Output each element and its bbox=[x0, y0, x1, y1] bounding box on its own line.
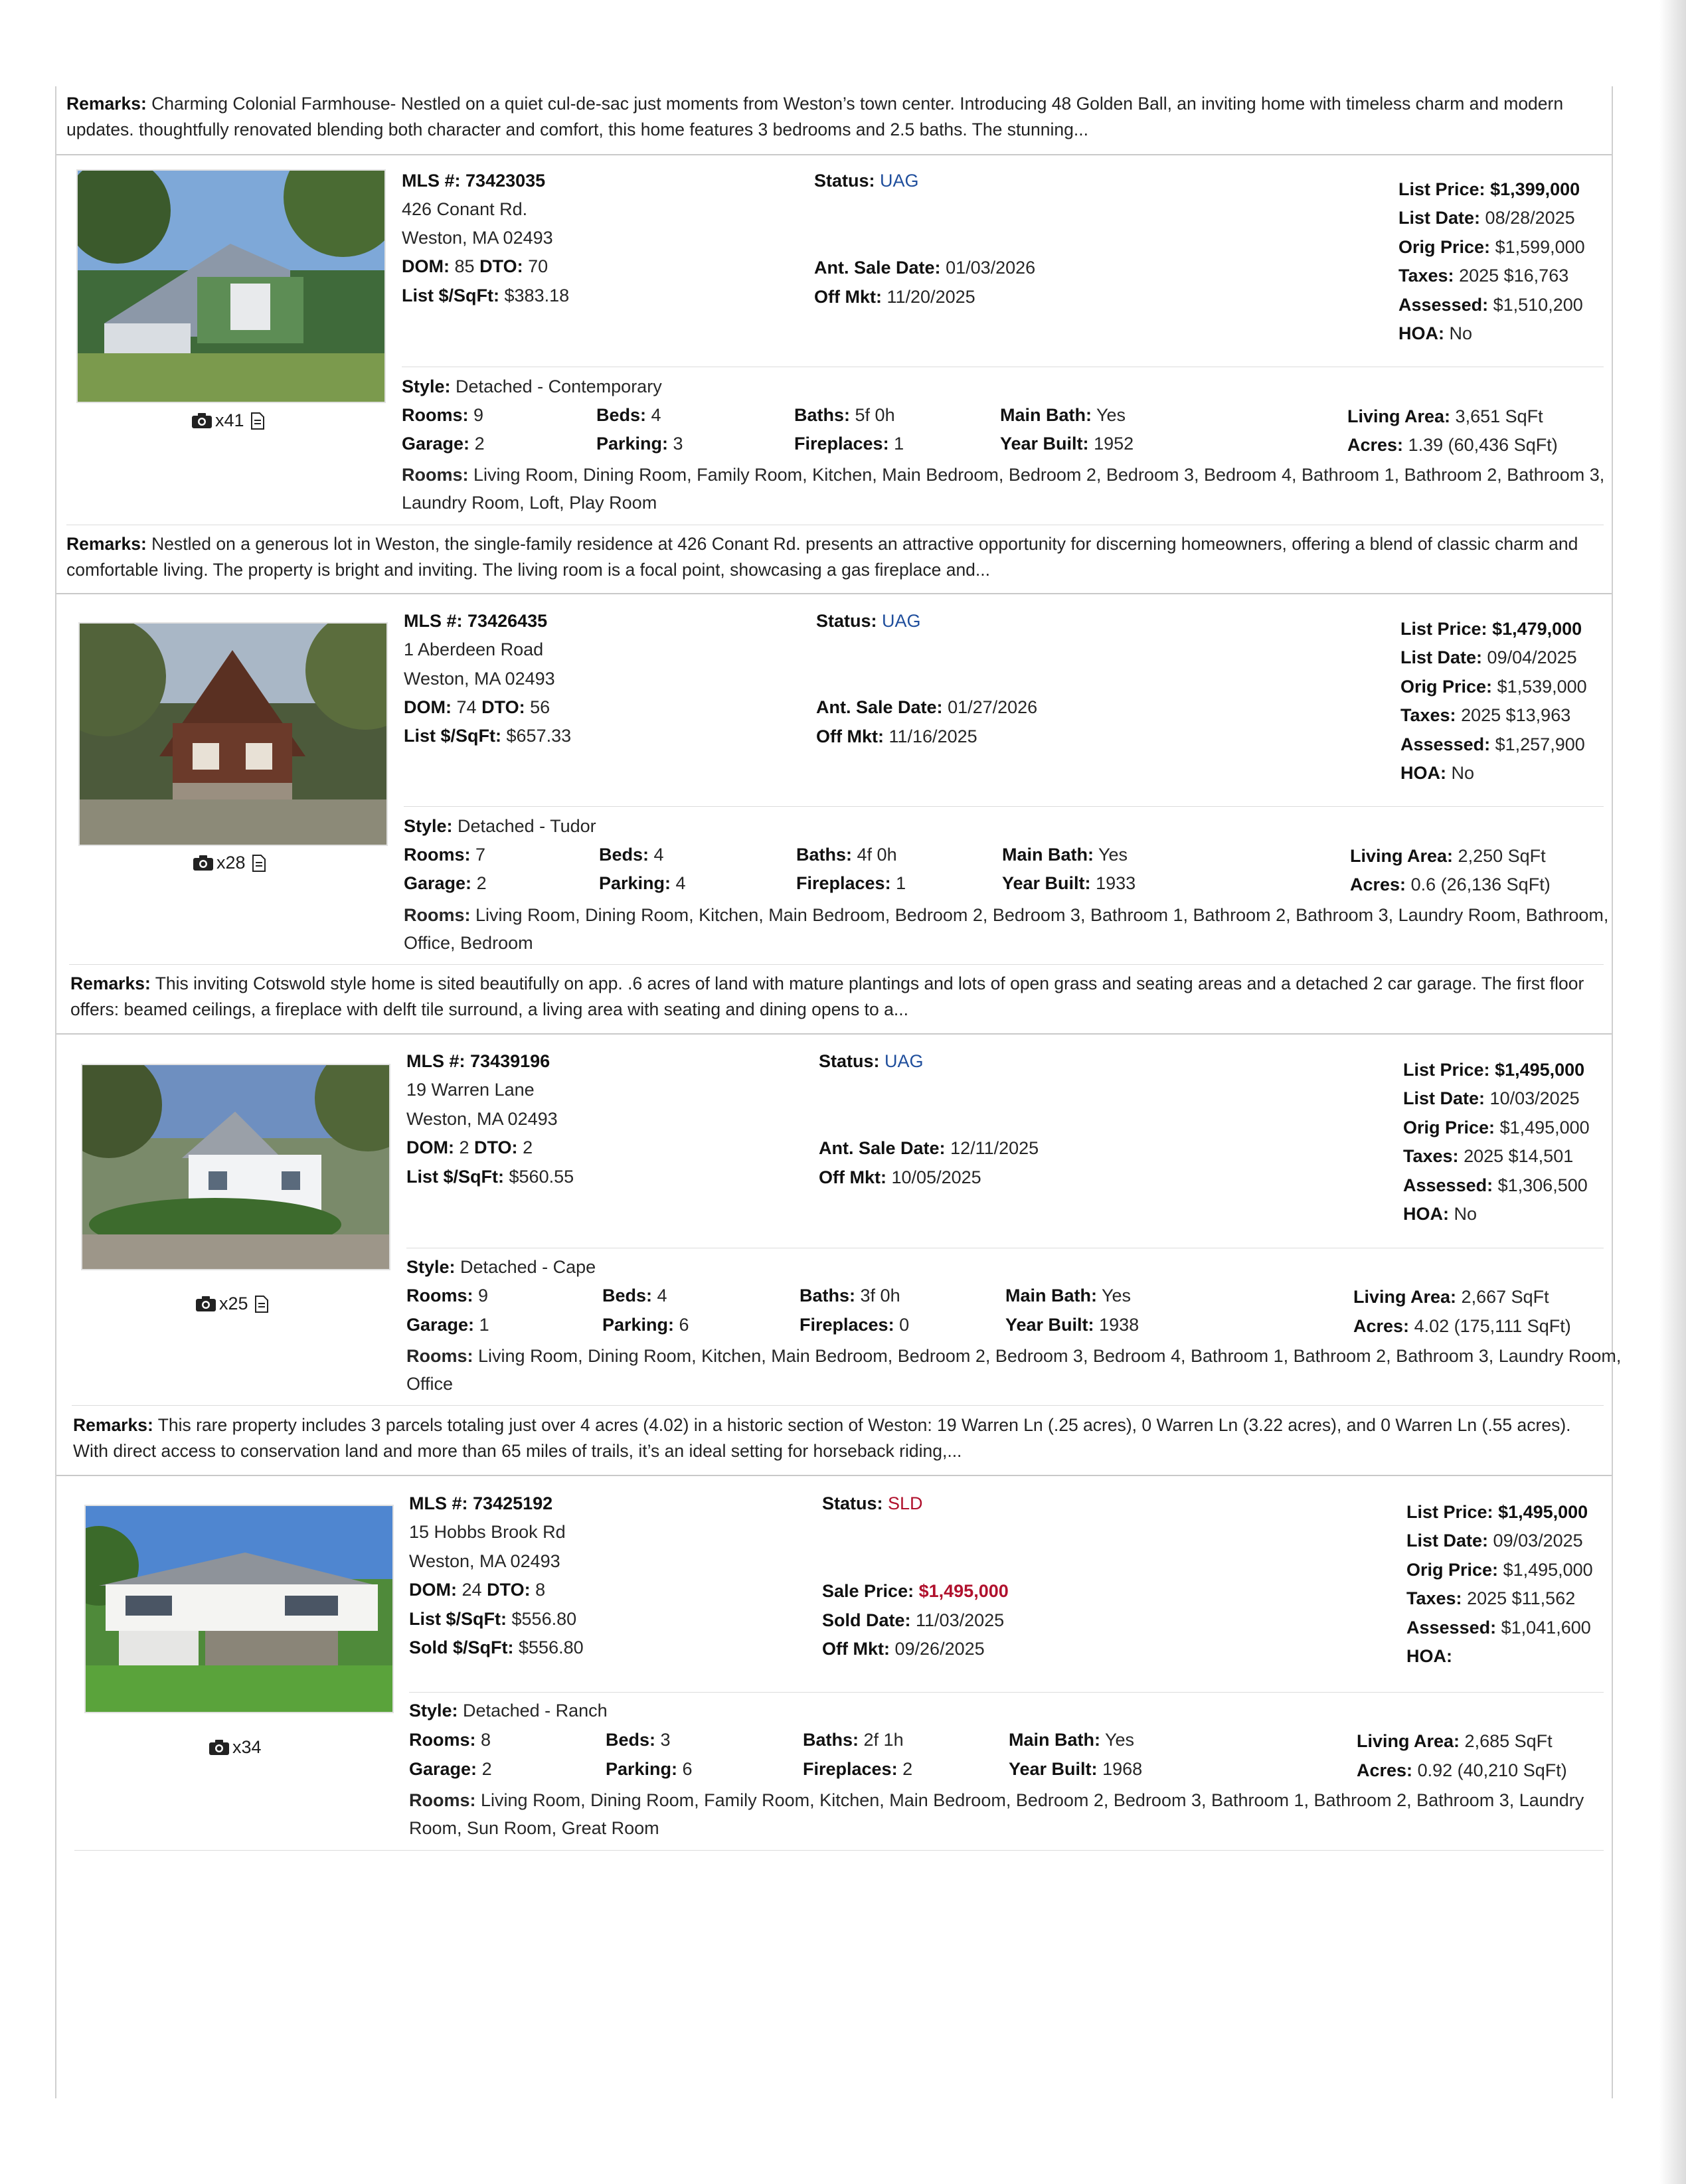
address: 426 Conant Rd. bbox=[402, 199, 528, 219]
photo-count-badge[interactable] bbox=[195, 1294, 268, 1314]
list-price-per-sqft: List $/SqFt: $383.18 bbox=[402, 286, 570, 305]
fireplaces: Fireplaces: 2 bbox=[803, 1759, 913, 1779]
rooms-list: Rooms: Living Room, Dining Room, Family Room, Kitchen, Main Bedroom, Bedroom 2, Bedroom 3, Bedroom 4, Bathroom 1, Bathroom 2, Bathroom 3, Laundry Room, Loft, Play Room bbox=[402, 465, 1605, 513]
listing-remarks: Remarks: Nestled on a generous lot in Weston, the single-family residence at 426 Conant Rd. presents an attractive opportunity for discerning homeowners, offering a blend of classic charm and comfortable living. The property is bright and inviting. The living room is a focal point, showcasing a gas fireplace and... bbox=[66, 534, 1578, 580]
photo-count: x25 bbox=[219, 1294, 248, 1313]
list-date: List Date: 10/03/2025 bbox=[1403, 1088, 1580, 1108]
living-area: Living Area: 3,651 SqFt bbox=[1347, 406, 1543, 426]
listing-photo[interactable] bbox=[78, 622, 388, 846]
garage: Garage: 2 bbox=[404, 873, 487, 893]
mls-number: MLS #: 73426435 bbox=[404, 611, 548, 631]
separator bbox=[56, 1475, 1612, 1476]
assessed: Assessed: $1,510,200 bbox=[1398, 295, 1583, 315]
orig-price: Orig Price: $1,599,000 bbox=[1398, 237, 1585, 257]
camera-icon bbox=[193, 855, 214, 871]
hoa: HOA: bbox=[1406, 1646, 1452, 1666]
rooms-list: Rooms: Living Room, Dining Room, Kitchen, Main Bedroom, Bedroom 2, Bedroom 3, Bathroom 1, Bathroom 2, Bathroom 3, Laundry Room, Bathroom, Office, Bedroom bbox=[404, 905, 1609, 953]
off-market-date: Off Mkt: 11/16/2025 bbox=[816, 726, 977, 746]
fireplaces: Fireplaces: 1 bbox=[794, 434, 904, 454]
year-built: Year Built: 1952 bbox=[1000, 434, 1134, 454]
style: Style: Detached - Cape bbox=[406, 1257, 596, 1277]
dom-dto: DOM: 2 DTO: 2 bbox=[406, 1137, 533, 1157]
camera-icon bbox=[191, 412, 212, 429]
baths: Baths: 4f 0h bbox=[796, 845, 897, 865]
beds: Beds: 4 bbox=[602, 1286, 667, 1305]
city: Weston, MA 02493 bbox=[404, 669, 555, 689]
hoa: HOA: No bbox=[1403, 1204, 1477, 1224]
living-area: Living Area: 2,685 SqFt bbox=[1357, 1731, 1553, 1751]
city: Weston, MA 02493 bbox=[406, 1109, 558, 1129]
assessed: Assessed: $1,041,600 bbox=[1406, 1618, 1591, 1638]
dom-dto: DOM: 24 DTO: 8 bbox=[409, 1580, 546, 1600]
separator bbox=[56, 154, 1612, 155]
photo-count-badge[interactable] bbox=[191, 410, 264, 431]
dom-dto: DOM: 85 DTO: 70 bbox=[402, 256, 548, 276]
photo-count: x34 bbox=[232, 1737, 262, 1757]
living-area: Living Area: 2,250 SqFt bbox=[1350, 846, 1546, 866]
camera-icon bbox=[195, 1296, 216, 1312]
divider bbox=[404, 806, 1604, 807]
dom-dto: DOM: 74 DTO: 56 bbox=[404, 697, 550, 717]
separator bbox=[56, 1033, 1612, 1035]
fireplaces: Fireplaces: 1 bbox=[796, 873, 906, 893]
taxes: Taxes: 2025 $11,562 bbox=[1406, 1588, 1576, 1608]
hoa: HOA: No bbox=[1400, 763, 1475, 783]
status: Status: SLD bbox=[822, 1493, 923, 1513]
main-bath: Main Bath: Yes bbox=[1005, 1286, 1132, 1305]
divider bbox=[409, 1692, 1604, 1693]
photo-count-badge[interactable] bbox=[193, 853, 266, 873]
off-market-date: Off Mkt: 11/20/2025 bbox=[814, 287, 975, 307]
document-icon[interactable] bbox=[251, 412, 264, 430]
taxes: Taxes: 2025 $13,963 bbox=[1400, 705, 1571, 725]
off-market-date: Off Mkt: 09/26/2025 bbox=[822, 1639, 985, 1659]
list-price-per-sqft: List $/SqFt: $560.55 bbox=[406, 1167, 574, 1187]
main-bath: Main Bath: Yes bbox=[1002, 845, 1128, 865]
top-remarks: Remarks: Charming Colonial Farmhouse- Nestled on a quiet cul-de-sac just moments from Weston’s town center. Introducing 48 Golden Ball, an inviting home with timeless charm and modern updates. thoughtfully renovated blending both character and comfort, this home features 3 bedrooms and 2.5 baths. The stunning... bbox=[66, 94, 1564, 139]
ant-sale-date: Ant. Sale Date: 01/03/2026 bbox=[814, 258, 1036, 278]
document-icon[interactable] bbox=[252, 855, 266, 872]
style: Style: Detached - Tudor bbox=[404, 816, 596, 836]
style: Style: Detached - Contemporary bbox=[402, 377, 662, 396]
hoa: HOA: No bbox=[1398, 323, 1473, 343]
parking: Parking: 4 bbox=[599, 873, 686, 893]
photo-count: x41 bbox=[215, 410, 244, 430]
sale-price: Sale Price: $1,495,000 bbox=[822, 1581, 1009, 1601]
orig-price: Orig Price: $1,495,000 bbox=[1403, 1118, 1590, 1137]
garage: Garage: 1 bbox=[406, 1315, 489, 1335]
rooms-count: Rooms: 9 bbox=[402, 405, 484, 425]
taxes: Taxes: 2025 $14,501 bbox=[1403, 1146, 1574, 1166]
beds: Beds: 3 bbox=[606, 1730, 671, 1750]
sold-price-per-sqft: Sold $/SqFt: $556.80 bbox=[409, 1638, 584, 1657]
off-market-date: Off Mkt: 10/05/2025 bbox=[819, 1167, 981, 1187]
ant-sale-date: Ant. Sale Date: 01/27/2026 bbox=[816, 697, 1038, 717]
rooms-count: Rooms: 7 bbox=[404, 845, 486, 865]
status: Status: UAG bbox=[816, 611, 921, 631]
main-bath: Main Bath: Yes bbox=[1000, 405, 1126, 425]
orig-price: Orig Price: $1,495,000 bbox=[1406, 1560, 1593, 1580]
listing-photo[interactable] bbox=[81, 1064, 390, 1270]
taxes: Taxes: 2025 $16,763 bbox=[1398, 266, 1569, 286]
divider bbox=[69, 964, 1604, 965]
address: 1 Aberdeen Road bbox=[404, 639, 544, 659]
rooms-list: Rooms: Living Room, Dining Room, Kitchen, Main Bedroom, Bedroom 2, Bedroom 3, Bedroom 4, Bathroom 1, Bathroom 2, Bathroom 3, Laundry Room, Office bbox=[406, 1346, 1622, 1394]
status: Status: UAG bbox=[814, 171, 919, 191]
list-price-per-sqft: List $/SqFt: $657.33 bbox=[404, 726, 572, 746]
acres: Acres: 1.39 (60,436 SqFt) bbox=[1347, 435, 1558, 455]
rooms-list: Rooms: Living Room, Dining Room, Family Room, Kitchen, Main Bedroom, Bedroom 2, Bedroom 3, Bathroom 1, Bathroom 2, Bathroom 3, Laundry Room, Sun Room, Great Room bbox=[409, 1790, 1584, 1838]
garage: Garage: 2 bbox=[409, 1759, 492, 1779]
camera-icon bbox=[209, 1739, 230, 1756]
acres: Acres: 0.6 (26,136 SqFt) bbox=[1350, 875, 1551, 894]
year-built: Year Built: 1938 bbox=[1005, 1315, 1139, 1335]
baths: Baths: 3f 0h bbox=[800, 1286, 900, 1305]
list-price: List Price: $1,495,000 bbox=[1406, 1502, 1588, 1522]
parking: Parking: 3 bbox=[596, 434, 683, 454]
listing-remarks: Remarks: This inviting Cotswold style home is sited beautifully on app. .6 acres of land with mature plantings and lots of open grass and seating areas and a detached 2 car garage. The first floor offers: beamed ceilings, a fireplace with delft tile surround, a living area with seating and dining opens to a... bbox=[70, 973, 1584, 1019]
acres: Acres: 4.02 (175,111 SqFt) bbox=[1353, 1316, 1571, 1336]
list-date: List Date: 09/03/2025 bbox=[1406, 1531, 1583, 1551]
baths: Baths: 2f 1h bbox=[803, 1730, 904, 1750]
address: 19 Warren Lane bbox=[406, 1080, 535, 1100]
divider bbox=[72, 1405, 1604, 1406]
list-price: List Price: $1,479,000 bbox=[1400, 619, 1582, 639]
acres: Acres: 0.92 (40,210 SqFt) bbox=[1357, 1760, 1567, 1780]
separator bbox=[56, 593, 1612, 594]
ant-sale-date: Ant. Sale Date: 12/11/2025 bbox=[819, 1138, 1039, 1158]
parking: Parking: 6 bbox=[602, 1315, 689, 1335]
baths: Baths: 5f 0h bbox=[794, 405, 895, 425]
rooms-count: Rooms: 9 bbox=[406, 1286, 489, 1305]
divider bbox=[74, 1850, 1604, 1851]
list-date: List Date: 09/04/2025 bbox=[1400, 647, 1577, 667]
listing-photo[interactable] bbox=[76, 169, 386, 403]
mls-number: MLS #: 73439196 bbox=[406, 1051, 550, 1071]
list-date: List Date: 08/28/2025 bbox=[1398, 208, 1575, 228]
page-edge-shadow bbox=[1659, 0, 1686, 2184]
rooms-count: Rooms: 8 bbox=[409, 1730, 491, 1750]
garage: Garage: 2 bbox=[402, 434, 485, 454]
city: Weston, MA 02493 bbox=[409, 1551, 560, 1571]
beds: Beds: 4 bbox=[599, 845, 664, 865]
sold-date: Sold Date: 11/03/2025 bbox=[822, 1610, 1005, 1630]
listing-remarks: Remarks: This rare property includes 3 parcels totaling just over 4 acres (4.02) in a historic section of Weston: 19 Warren Ln (.25 acres), 0 Warren Ln (3.22 acres), and 0 Warren Ln (.55 acres). With direct access to conservation land and more than 65 miles of trails, it’s an ideal setting for horseback riding,... bbox=[73, 1415, 1571, 1461]
list-price: List Price: $1,399,000 bbox=[1398, 179, 1580, 199]
photo-count-badge[interactable] bbox=[209, 1737, 262, 1758]
photo-count: x28 bbox=[216, 853, 246, 873]
list-price-per-sqft: List $/SqFt: $556.80 bbox=[409, 1609, 577, 1629]
listing-photo[interactable] bbox=[84, 1505, 394, 1713]
mls-number: MLS #: 73425192 bbox=[409, 1493, 553, 1513]
assessed: Assessed: $1,257,900 bbox=[1400, 734, 1585, 754]
orig-price: Orig Price: $1,539,000 bbox=[1400, 677, 1587, 697]
address: 15 Hobbs Brook Rd bbox=[409, 1522, 566, 1542]
assessed: Assessed: $1,306,500 bbox=[1403, 1175, 1588, 1195]
year-built: Year Built: 1933 bbox=[1002, 873, 1136, 893]
city: Weston, MA 02493 bbox=[402, 228, 553, 248]
beds: Beds: 4 bbox=[596, 405, 661, 425]
parking: Parking: 6 bbox=[606, 1759, 693, 1779]
living-area: Living Area: 2,667 SqFt bbox=[1353, 1287, 1549, 1307]
style: Style: Detached - Ranch bbox=[409, 1701, 608, 1721]
fireplaces: Fireplaces: 0 bbox=[800, 1315, 910, 1335]
list-price: List Price: $1,495,000 bbox=[1403, 1060, 1585, 1080]
document-icon[interactable] bbox=[255, 1296, 268, 1313]
left-frame-line bbox=[55, 86, 56, 2098]
mls-number: MLS #: 73423035 bbox=[402, 171, 546, 191]
status: Status: UAG bbox=[819, 1051, 924, 1071]
main-bath: Main Bath: Yes bbox=[1009, 1730, 1135, 1750]
year-built: Year Built: 1968 bbox=[1009, 1759, 1143, 1779]
